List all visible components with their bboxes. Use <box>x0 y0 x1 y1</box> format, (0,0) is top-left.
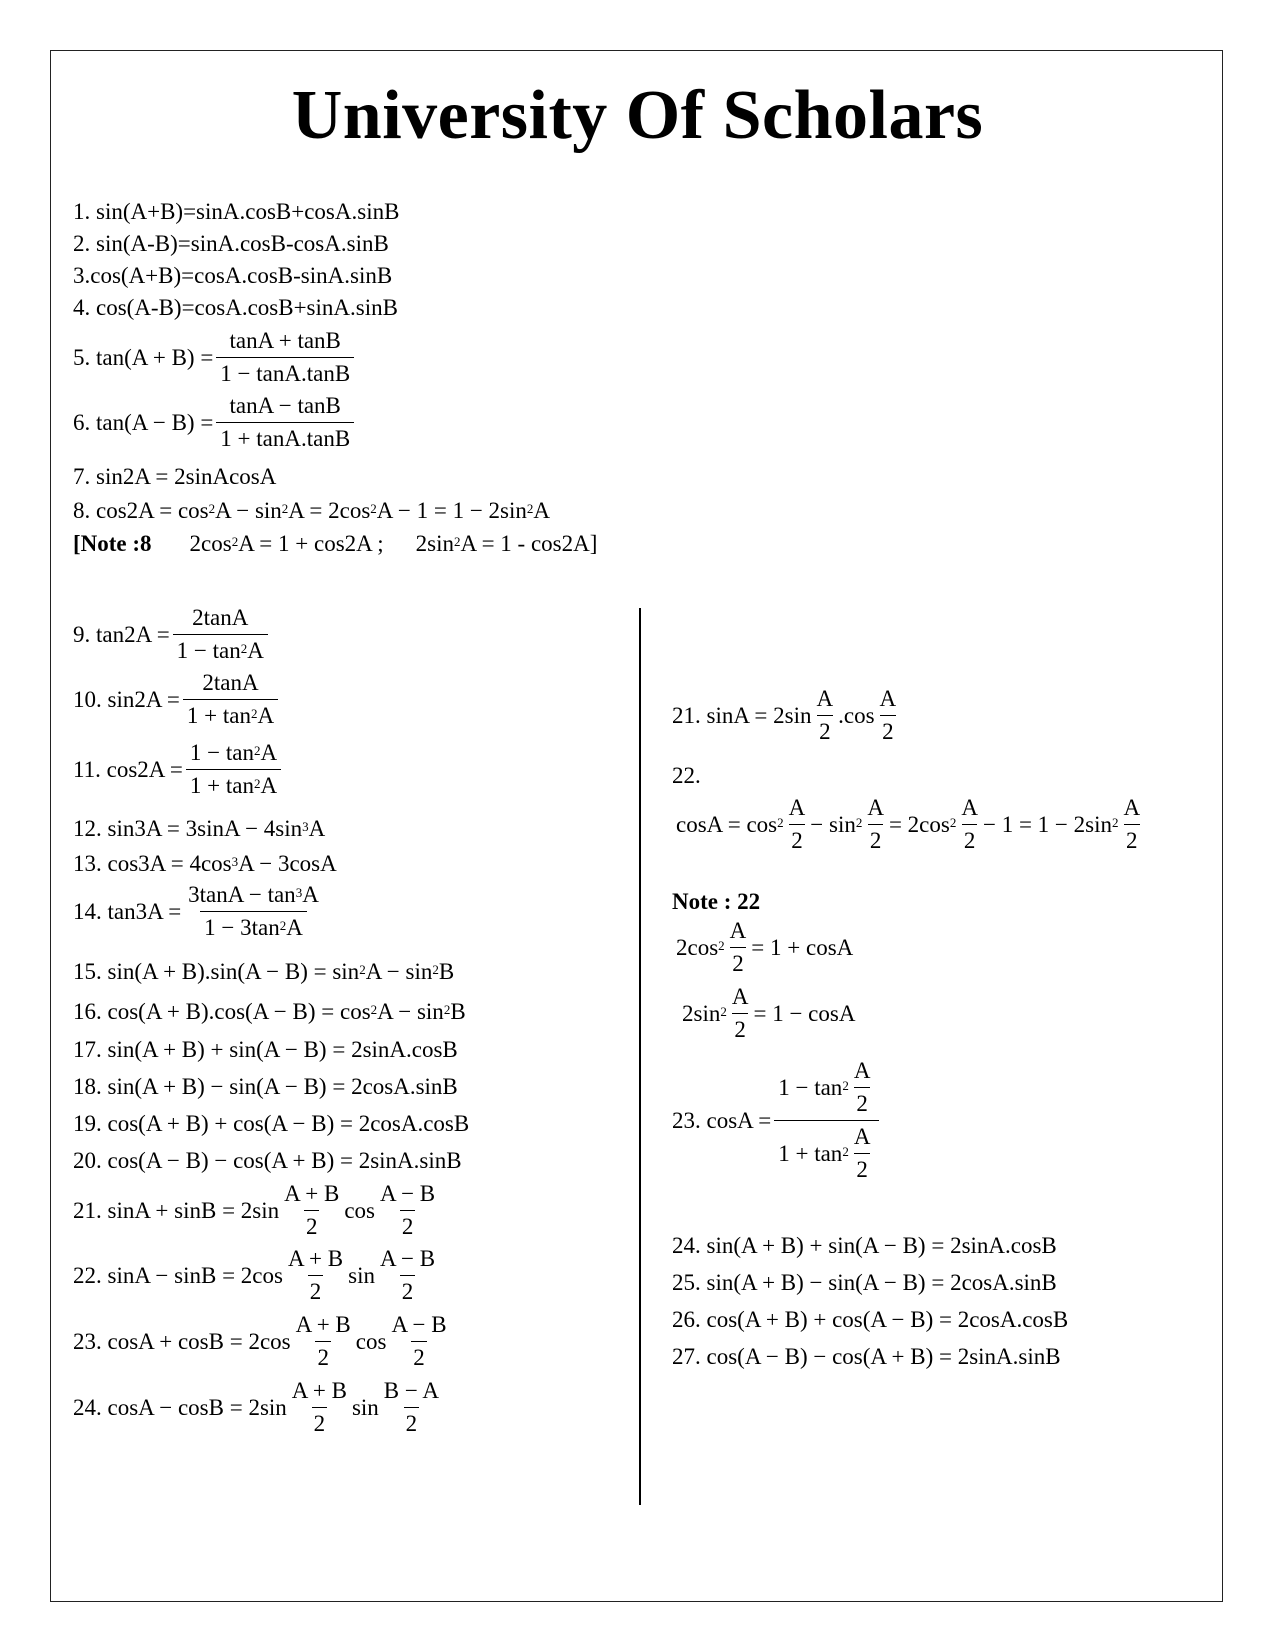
formula-3: 3.cos(A+B)=cosA.cosB-sinA.sinB <box>73 263 393 288</box>
formula-9: 9. tan2A = $\frac{2\tan A}{1 - \tan^2A}$ <box>73 605 271 664</box>
formula-15: 15. $\sin(A + B).\sin(A - B) = \sin^2A - \sin^2B$ <box>73 959 455 984</box>
note-8: [Note :8 $2\cos^2A = 1 + \cos 2A$ ; $2\sin^2A = 1 - \cos 2A$] <box>73 531 598 556</box>
formula-22-right: cosA = cos $^2$ $\frac{A}{2}$ − sin $^2$ $\frac{A}{2}$ = 2cos $^2$ $\frac{A}{2}$ − 1 = 1 − 2sin $^2$ $\frac{A}{2}$ <box>676 795 1141 853</box>
formula-20: 20. cos(A − B) − cos(A + B) = 2sinA.sinB <box>73 1148 462 1173</box>
formula-18: 18. sin(A + B) − sin(A − B) = 2cosA.sinB <box>73 1074 458 1099</box>
formula-10: 10. sin2A = $\frac{2\tan A}{1 + \tan^2A}$ <box>73 670 281 729</box>
formula-25: 25. sin(A + B) − sin(A − B) = 2cosA.sinB <box>672 1270 1057 1295</box>
formula-4: 4. cos(A-B)=cosA.cosB+sinA.sinB <box>73 295 398 320</box>
formula-27: 27. cos(A − B) − cos(A + B) = 2sinA.sinB <box>672 1344 1061 1369</box>
formula-13: 13. $\cos 3A = 4\cos^3A - 3\cos A$ <box>73 851 337 876</box>
formula-6: 6. tan(A − B) = $\frac{\tan A - \tan B}{1 + \tan A.\tan B}$ <box>73 393 357 452</box>
formula-23-left: 23. cosA + cosB = 2cos $\frac{A + B}{2}$ cos $\frac{A - B}{2}$ <box>73 1312 447 1370</box>
formula-8: 8. $\cos 2A = \cos^2A - \sin^2A = 2\cos^2A - 1 = 1 - 2\sin^2A$ <box>73 498 551 523</box>
formula-7: 7. sin2A = 2sinAcosA <box>73 464 277 489</box>
formula-23-right: 23. cosA = 1 − tan $^2$ $\frac{A}{2}$ 1 + tan $^2$ $\frac{A}{2}$ <box>672 1058 882 1183</box>
formula-22-number: 22. <box>672 763 701 788</box>
formula-22-left: 22. sinA − sinB = 2cos $\frac{A + B}{2}$ sin $\frac{A - B}{2}$ <box>73 1246 436 1304</box>
formula-2: 2. sin(A-B)=sinA.cosB-cosA.sinB <box>73 231 389 256</box>
formula-24-left: 24. cosA − cosB = 2sin $\frac{A + B}{2}$ sin $\frac{B - A}{2}$ <box>73 1378 439 1436</box>
page-title: University Of Scholars <box>291 77 984 154</box>
formula-12: 12. $\sin 3A = 3\sin A - 4\sin^3A$ <box>73 816 326 841</box>
formula-16: 16. $\cos(A + B).\cos(A - B) = \cos^2A - \sin^2B$ <box>73 999 466 1024</box>
note-22-heading: Note : 22 <box>672 889 761 914</box>
note-22-identity-2: 2sin $^2$ $\frac{A}{2}$ = 1 − cosA <box>682 984 856 1042</box>
formula-26: 26. cos(A + B) + cos(A − B) = 2cosA.cosB <box>672 1307 1069 1332</box>
formula-21-left: 21. sinA + sinB = 2sin $\frac{A + B}{2}$ cos $\frac{A - B}{2}$ <box>73 1181 436 1239</box>
formula-14: 14. tan3A = $\frac{3\tan A - \tan^3A}{1 - 3\tan^2A}$ <box>73 882 319 940</box>
formula-24-right: 24. sin(A + B) + sin(A − B) = 2sinA.cosB <box>672 1233 1057 1258</box>
column-divider <box>639 608 641 1505</box>
formula-11: 11. cos2A = $\frac{1 - \tan^2A}{1 + \tan^2A}$ <box>73 740 284 799</box>
formula-1: 1. sin(A+B)=sinA.cosB+cosA.sinB <box>73 199 400 224</box>
note-22-identity-1: 2cos $^2$ $\frac{A}{2}$ = 1 + cosA <box>676 918 854 976</box>
formula-21-right: 21. sinA = 2sin $\frac{A}{2}$ .cos $\frac{A}{2}$ <box>672 686 897 744</box>
formula-17: 17. sin(A + B) + sin(A − B) = 2sinA.cosB <box>73 1037 458 1062</box>
formula-5: 5. tan(A + B) = $\frac{\tan A + \tan B}{1 - \tan A.\tan B}$ <box>73 328 357 387</box>
formula-19: 19. cos(A + B) + cos(A − B) = 2cosA.cosB <box>73 1111 470 1136</box>
